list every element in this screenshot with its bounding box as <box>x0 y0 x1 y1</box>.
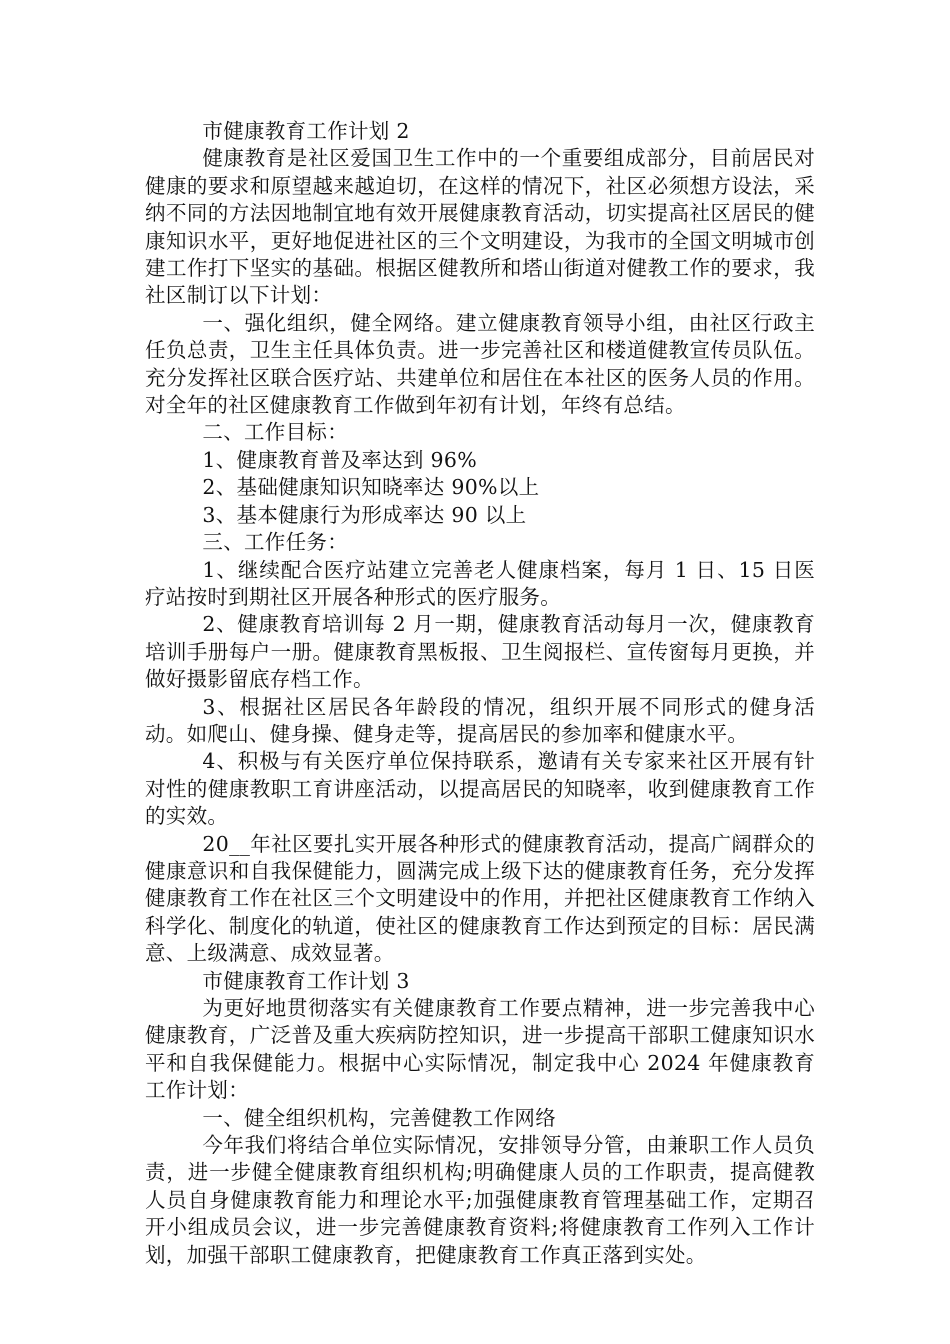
task-item: 4、积极与有关医疗单位保持联系，邀请有关专家来社区开展有针对性的健康教职工育讲座活动，以提高居民的知晓率，收到健康教育工作的实效。 <box>145 749 815 829</box>
summary-paragraph: 20__年社区要扎实开展各种形式的健康教育活动，提高广阔群众的健康意识和自我保健能力，圆满完成上级下达的健康教育任务，充分发挥健康教育工作在社区三个文明建设中的作用，并把社区健康教育工作纳入科学化、制度化的轨道，使社区的健康教育工作达到预定的目标：居民满意、上级满意、成效显著。 <box>145 831 815 966</box>
goal-item: 1、健康教育普及率达到 96% <box>202 447 478 472</box>
task-item: 2、健康教育培训每 2 月一期，健康教育活动每月一次，健康教育培训手册每户一册。健康教育黑板报、卫生阅报栏、宣传窗每月更换，并做好摄影留底存档工作。 <box>145 612 815 692</box>
goals-heading: 二、工作目标： <box>202 420 348 445</box>
plan-3-body-paragraph: 今年我们将结合单位实际情况，安排领导分管，由兼职工作人员负责，进一步健全健康教育组织机构;明确健康人员的工作职责，提高健教人员自身健康教育能力和理论水平;加强健康教育管理基础工作，定期召开小组成员会议，进一步完善健康教育资料;将健康教育工作列入工作计划，加强干部职工健康教育，把健康教育工作真正落到实处。 <box>145 1133 815 1267</box>
section-title-plan-3: 市健康教育工作计划 3 <box>202 968 410 993</box>
organization-paragraph: 一、强化组织，健全网络。建立健康教育领导小组，由社区行政主任负总责，卫生主任具体负责。进一步完善社区和楼道健教宣传员队伍。充分发挥社区联合医疗站、共建单位和居住在本社区的医务人员的作用。对全年的社区健康教育工作做到年初有计划，年终有总结。 <box>145 310 815 418</box>
task-item: 3、根据社区居民各年龄段的情况，组织开展不同形式的健身活动。如爬山、健身操、健身走等，提高居民的参加率和健康水平。 <box>145 694 815 746</box>
section-title-plan-2: 市健康教育工作计划 2 <box>202 119 410 143</box>
task-item: 1、继续配合医疗站建立完善老人健康档案，每月 1 日、15 日医疗站按时到期社区开展各种形式的医疗服务。 <box>145 557 815 609</box>
intro-paragraph: 健康教育是社区爱国卫生工作中的一个重要组成部分，目前居民对健康的要求和原望越来越迫切，在这样的情况下，社区必须想方设法，采纳不同的方法因地制宜地有效开展健康教育活动，切实提高社区居民的健康知识水平，更好地促进社区的三个文明建设，为我市的全国文明城市创建工作打下坚实的基础。根据区健教所和塔山街道对健教工作的要求，我社区制订以下计划： <box>145 146 815 308</box>
document-body <box>145 118 815 1269</box>
goal-item: 3、基本健康行为形成率达 90 以上 <box>202 502 527 527</box>
tasks-heading: 三、工作任务： <box>202 530 348 555</box>
goal-item: 2、基础健康知识知晓率达 90%以上 <box>202 475 540 500</box>
plan-3-intro-paragraph: 为更好地贯彻落实有关健康教育工作要点精神，进一步完善我中心健康教育，广泛普及重大疾病防控知识，进一步提高干部职工健康知识水平和自我保健能力。根据中心实际情况，制定我中心 2024 年健康教育工作计划： <box>145 996 815 1103</box>
plan-3-heading: 一、健全组织机构，完善健教工作网络 <box>202 1105 556 1130</box>
